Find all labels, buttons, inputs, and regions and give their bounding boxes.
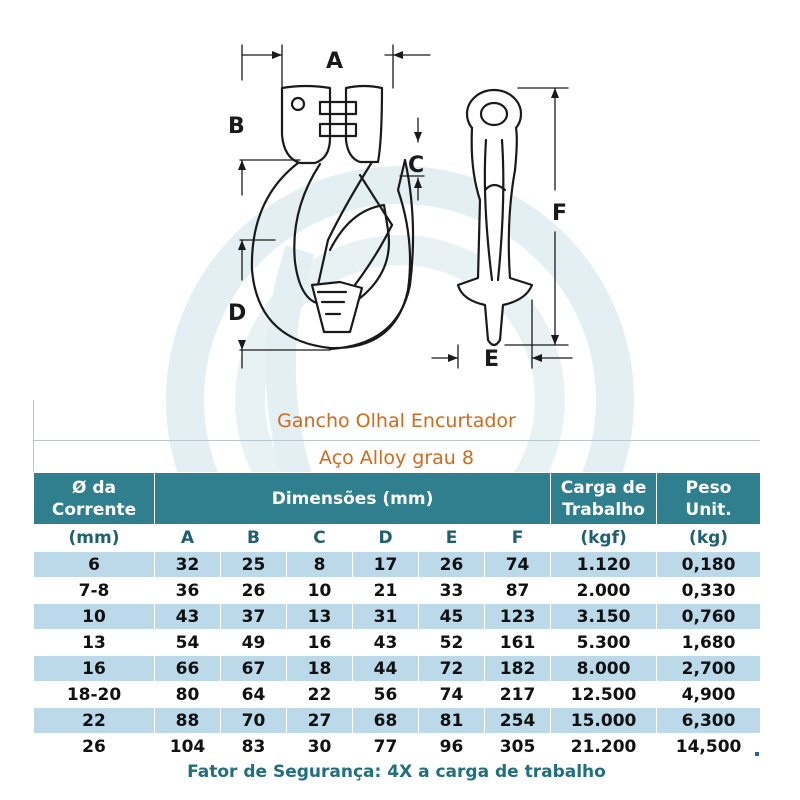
header-working-load: Carga de Trabalho (551, 473, 657, 525)
table-cell: 8.000 (551, 656, 657, 682)
table-cell: 161 (485, 630, 551, 656)
dim-label-a: A (326, 49, 344, 74)
table-cell: 43 (353, 630, 419, 656)
header-dimensions: Dimensões (mm) (155, 473, 551, 525)
safety-factor-note: Fator de Segurança: 4X a carga de trabalho (33, 759, 760, 785)
table-cell: 254 (485, 708, 551, 734)
table-cell: 14,500 (657, 734, 761, 760)
table-cell: 70 (221, 708, 287, 734)
units-cell: A (155, 525, 221, 552)
table-cell: 12.500 (551, 682, 657, 708)
corner-mark (755, 752, 759, 756)
table-cell: 21.200 (551, 734, 657, 760)
header-chain-diameter: Ø da Corrente (34, 473, 155, 525)
table-cell: 16 (34, 656, 155, 682)
table-cell: 123 (485, 604, 551, 630)
page-title: Gancho Olhal Encurtador (277, 410, 516, 432)
dim-label-e: E (484, 347, 500, 372)
dim-label-f: F (552, 201, 568, 226)
table-cell: 0,760 (657, 604, 761, 630)
table-cell: 13 (34, 630, 155, 656)
table-cell: 26 (221, 578, 287, 604)
dim-label-c: C (408, 153, 425, 178)
units-cell: (kgf) (551, 525, 657, 552)
table-cell: 18 (287, 656, 353, 682)
table-cell: 18-20 (34, 682, 155, 708)
table-cell: 87 (485, 578, 551, 604)
divider (33, 440, 760, 441)
dim-label-b: B (228, 114, 245, 139)
specifications-table (33, 472, 761, 760)
page-subtitle: Aço Alloy grau 8 (319, 447, 474, 469)
table-cell: 10 (287, 578, 353, 604)
table-cell: 2,700 (657, 656, 761, 682)
table-cell: 2.000 (551, 578, 657, 604)
table-cell: 66 (155, 656, 221, 682)
table-cell: 104 (155, 734, 221, 760)
table-cell: 6 (34, 552, 155, 578)
table-cell: 22 (34, 708, 155, 734)
table-cell: 5.300 (551, 630, 657, 656)
table-cell: 31 (353, 604, 419, 630)
table-row (34, 734, 761, 760)
table-cell: 56 (353, 682, 419, 708)
table-cell: 68 (353, 708, 419, 734)
table-cell: 21 (353, 578, 419, 604)
table-cell: 25 (221, 552, 287, 578)
table-cell: 43 (155, 604, 221, 630)
table-cell: 22 (287, 682, 353, 708)
table-cell: 74 (419, 682, 485, 708)
table-cell: 52 (419, 630, 485, 656)
table-cell: 80 (155, 682, 221, 708)
table-cell: 67 (221, 656, 287, 682)
units-cell: F (485, 525, 551, 552)
table-row (34, 708, 761, 734)
table-cell: 49 (221, 630, 287, 656)
table-cell: 96 (419, 734, 485, 760)
table-cell: 72 (419, 656, 485, 682)
table-cell: 0,330 (657, 578, 761, 604)
units-cell: C (287, 525, 353, 552)
units-cell: (mm) (34, 525, 155, 552)
header-unit-weight: Peso Unit. (657, 473, 761, 525)
table-cell: 33 (419, 578, 485, 604)
table-row (34, 552, 761, 578)
units-cell: B (221, 525, 287, 552)
table-cell: 26 (34, 734, 155, 760)
table-cell: 4,900 (657, 682, 761, 708)
table-cell: 26 (419, 552, 485, 578)
units-cell: (kg) (657, 525, 761, 552)
table-cell: 305 (485, 734, 551, 760)
table-header-row (34, 473, 761, 525)
table-cell: 54 (155, 630, 221, 656)
table-cell: 217 (485, 682, 551, 708)
table-cell: 77 (353, 734, 419, 760)
table-cell: 16 (287, 630, 353, 656)
table-cell: 1,680 (657, 630, 761, 656)
table-cell: 45 (419, 604, 485, 630)
table-cell: 13 (287, 604, 353, 630)
table-cell: 36 (155, 578, 221, 604)
table-cell: 88 (155, 708, 221, 734)
table-cell: 83 (221, 734, 287, 760)
table-cell: 6,300 (657, 708, 761, 734)
table-cell: 0,180 (657, 552, 761, 578)
table-cell: 10 (34, 604, 155, 630)
table-body (34, 552, 761, 760)
table-cell: 8 (287, 552, 353, 578)
table-cell: 15.000 (551, 708, 657, 734)
table-cell: 17 (353, 552, 419, 578)
table-cell: 30 (287, 734, 353, 760)
table-cell: 64 (221, 682, 287, 708)
table-row (34, 578, 761, 604)
table-cell: 182 (485, 656, 551, 682)
table-row (34, 604, 761, 630)
table-cell: 3.150 (551, 604, 657, 630)
table-cell: 37 (221, 604, 287, 630)
table-units-row (34, 525, 761, 552)
units-cell: E (419, 525, 485, 552)
table-cell: 1.120 (551, 552, 657, 578)
table-row (34, 630, 761, 656)
table-row (34, 682, 761, 708)
table-cell: 32 (155, 552, 221, 578)
table-cell: 81 (419, 708, 485, 734)
table-cell: 44 (353, 656, 419, 682)
table-cell: 74 (485, 552, 551, 578)
table-row (34, 656, 761, 682)
dim-label-d: D (228, 301, 247, 326)
table-cell: 7-8 (34, 578, 155, 604)
units-cell: D (353, 525, 419, 552)
table-cell: 27 (287, 708, 353, 734)
